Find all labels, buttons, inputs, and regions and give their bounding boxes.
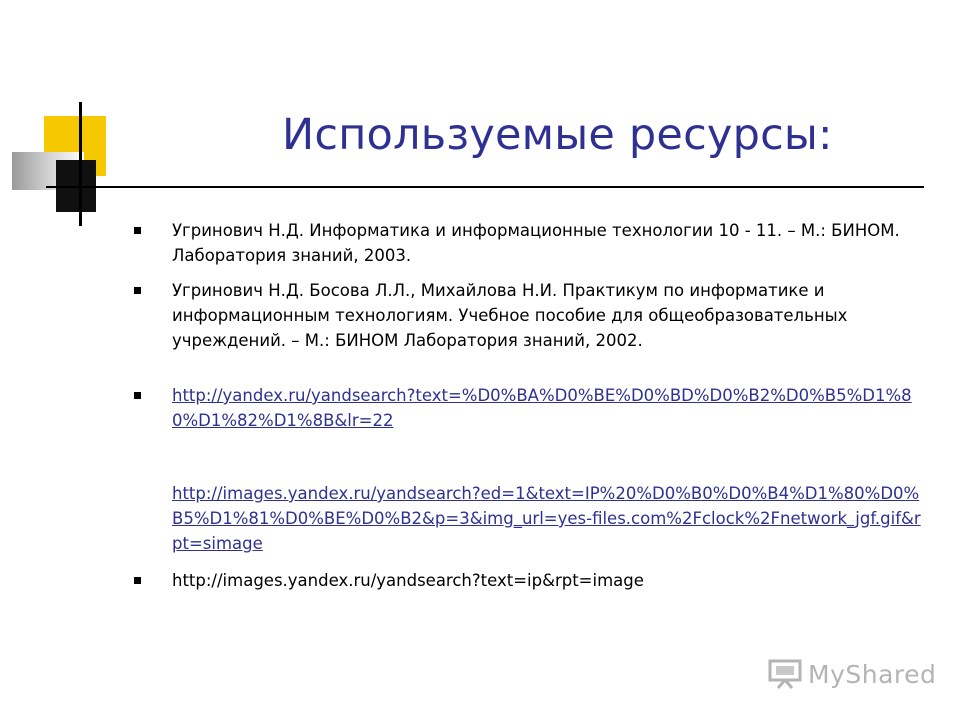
bullet-icon <box>134 577 141 584</box>
bullet-icon <box>134 392 141 399</box>
decoration-vertical-line <box>79 102 82 226</box>
bullet-icon <box>134 287 141 294</box>
watermark-logo <box>768 654 936 694</box>
list-item <box>130 218 930 268</box>
resource-link[interactable]: http://yandex.ru/yandsearch?text=%D0%BA%D0%BE%D0%BD%D0%B2%D0%B5%D1%80%D1%82%D1%8B&lr=22 <box>172 386 912 430</box>
resource-list <box>130 218 930 603</box>
reference-text: Угринович Н.Д. Информатика и информационные технологии 10 - 11. – М.: БИНОМ. Лаборатория знаний, 2003. <box>172 221 900 265</box>
list-item <box>130 383 930 433</box>
reference-text: http://images.yandex.ru/yandsearch?text=ip&rpt=image <box>172 571 644 590</box>
resource-link[interactable]: http://images.yandex.ru/yandsearch?ed=1&text=IP%20%D0%B0%D0%B4%D1%80%D0%B5%D1%81%D0%BE%D0%B2&p=3&img_url=yes-files.com%2Fclock%2Fnetwork_jgf.gif&rpt=simage <box>172 484 921 553</box>
slide-title: Используемые ресурсы: <box>282 110 833 160</box>
list-item <box>130 278 930 353</box>
title-underline <box>46 186 924 188</box>
list-item <box>130 481 930 556</box>
projector-screen-icon <box>768 659 802 689</box>
watermark-text: MyShared <box>808 659 937 689</box>
list-item <box>130 568 930 593</box>
bullet-icon <box>134 227 141 234</box>
reference-text: Угринович Н.Д. Босова Л.Л., Михайлова Н.И. Практикум по информатике и информационным технологиям. Учебное пособие для общеобразовательных учреждений. – М.: БИНОМ Лаборатория знаний, 2002. <box>172 281 848 350</box>
